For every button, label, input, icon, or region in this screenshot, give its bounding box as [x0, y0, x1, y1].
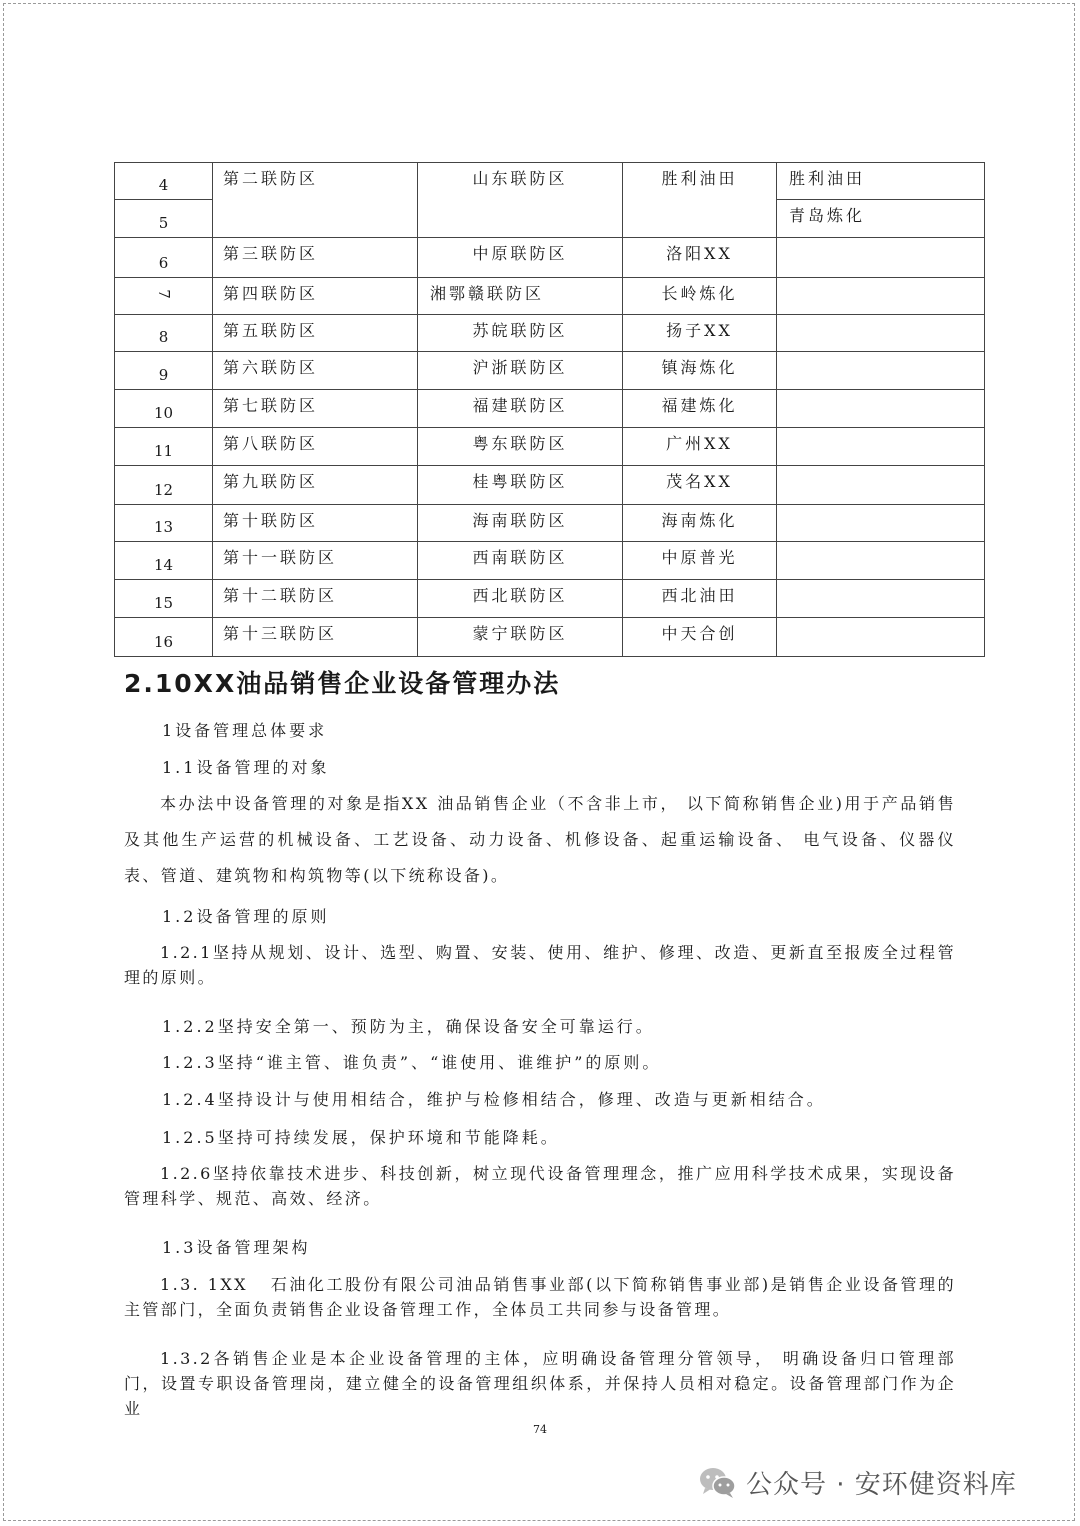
unit-cell: 海南炼化: [623, 505, 777, 542]
table-row: [115, 466, 985, 505]
sub-unit-cell: [777, 428, 985, 466]
table-row: [115, 352, 985, 390]
sub-unit-cell: [777, 238, 985, 278]
row-number: 15: [115, 580, 213, 618]
table-row: [115, 390, 985, 428]
table-row: [115, 428, 985, 466]
zone-cell: 第十三联防区: [213, 618, 418, 657]
sub-unit-cell: 青岛炼化: [777, 200, 985, 238]
table-row: [115, 542, 985, 580]
zone-cell: 第七联防区: [213, 390, 418, 428]
paragraph: 1.2.1坚持从规划、设计、选型、购置、安装、使用、维护、修理、改造、更新直至报废全过程管理的原则。: [124, 943, 956, 987]
table-row: [115, 278, 985, 315]
sub-unit-cell: [777, 315, 985, 352]
region-cell: 湘鄂赣联防区: [418, 278, 623, 315]
sub-unit-cell: [777, 278, 985, 315]
paragraph: 1.2.3坚持“谁主管、谁负责”、“谁使用、谁维护”的原则。: [162, 1053, 662, 1072]
subheading: 1.3设备管理架构: [162, 1238, 311, 1257]
row-number: [115, 278, 213, 315]
sub-unit-cell: [777, 618, 985, 657]
unit-cell: 福建炼化: [623, 390, 777, 428]
region-cell: 西北联防区: [418, 580, 623, 618]
zone-cell: 第九联防区: [213, 466, 418, 505]
region-cell: 桂粤联防区: [418, 466, 623, 505]
sub-unit-cell: [777, 352, 985, 390]
region-cell: 沪浙联防区: [418, 352, 623, 390]
table-row: [115, 618, 985, 657]
paragraph: 1.3.2各销售企业是本企业设备管理的主体，应明确设备管理分管领导， 明确设备归口管理部门，设置专职设备管理岗，建立健全的设备管理组织体系，并保持人员相对稳定。设备管理部门作为企业: [124, 1349, 956, 1418]
unit-cell: 中天合创: [623, 618, 777, 657]
row-number: 14: [115, 542, 213, 580]
region-cell: 福建联防区: [418, 390, 623, 428]
sub-unit-cell: [777, 466, 985, 505]
unit-cell: 中原普光: [623, 542, 777, 580]
zone-cell: 第十联防区: [213, 505, 418, 542]
unit-cell: 镇海炼化: [623, 352, 777, 390]
row-number: 13: [115, 505, 213, 542]
row-number: 5: [115, 200, 213, 238]
wechat-icon: [698, 1465, 738, 1499]
unit-cell: 茂名XX: [623, 466, 777, 505]
zone-cell: 第十二联防区: [213, 580, 418, 618]
paragraph: 1.3. 1XX 石油化工股份有限公司油品销售事业部(以下简称销售事业部)是销售企业设备管理的 主管部门，全面负责销售企业设备管理工作，全体员工共同参与设备管理。: [124, 1275, 964, 1319]
paragraph: 1.2.5坚持可持续发展，保护环境和节能降耗。: [162, 1128, 560, 1147]
sub-unit-cell: 胜利油田: [777, 163, 985, 200]
sub-unit-cell: [777, 505, 985, 542]
watermark: [698, 1462, 1017, 1502]
table-row: [115, 163, 985, 200]
sub-unit-cell: [777, 542, 985, 580]
region-cell: 海南联防区: [418, 505, 623, 542]
zone-cell: 第二联防区: [213, 163, 418, 238]
zone-cell: 第十一联防区: [213, 542, 418, 580]
zone-cell: 第三联防区: [213, 238, 418, 278]
row-number: 10: [115, 390, 213, 428]
zone-cell: 第八联防区: [213, 428, 418, 466]
watermark-text: 公众号 · 安环健资料库: [746, 1469, 1017, 1500]
page-number: 74: [533, 1423, 547, 1436]
paragraph: 本办法中设备管理的对象是指XX 油品销售企业（不含非上市， 以下简称销售企业)用于产品销售及其他生产运营的机械设备、工艺设备、动力设备、机修设备、起重运输设备、 电气设备、仪器仪表、管道、建筑物和构筑物等(以下统称设备)。: [124, 794, 956, 885]
zone-cell: 第五联防区: [213, 315, 418, 352]
region-cell: 蒙宁联防区: [418, 618, 623, 657]
table-row: [115, 505, 985, 542]
table-row: [115, 315, 985, 352]
unit-cell: 西北油田: [623, 580, 777, 618]
unit-cell: 胜利油田: [623, 163, 777, 238]
unit-cell: 洛阳XX: [623, 238, 777, 278]
subheading: 1.1设备管理的对象: [162, 758, 330, 777]
table-row: [115, 238, 985, 278]
region-cell: 西南联防区: [418, 542, 623, 580]
paragraph: 1.2.4坚持设计与使用相结合，维护与检修相结合，修理、改造与更新相结合。: [162, 1090, 826, 1109]
section-heading: 2.10XX油品销售企业设备管理办法: [124, 669, 561, 698]
region-cell: 山东联防区: [418, 163, 623, 238]
zone-cell: 第四联防区: [213, 278, 418, 315]
unit-cell: 扬子XX: [623, 315, 777, 352]
unit-cell: 长岭炼化: [623, 278, 777, 315]
subheading: 1.2设备管理的原则: [162, 907, 330, 926]
joint-defense-table: [114, 162, 985, 657]
paragraph: 1.2.6坚持依靠技术进步、科技创新，树立现代设备管理理念，推广应用科学技术成果，实现设备管理科学、规范、高效、经济。: [124, 1164, 956, 1208]
subheading: 1设备管理总体要求: [162, 721, 328, 740]
region-cell: 苏皖联防区: [418, 315, 623, 352]
row-number: 9: [115, 352, 213, 390]
unit-cell: 广州XX: [623, 428, 777, 466]
row-number: 16: [115, 618, 213, 657]
region-cell: 粤东联防区: [418, 428, 623, 466]
row-number: 8: [115, 315, 213, 352]
sub-unit-cell: [777, 390, 985, 428]
table-row: [115, 580, 985, 618]
row-number: 6: [115, 238, 213, 278]
paragraph: 1.2.2坚持安全第一、预防为主，确保设备安全可靠运行。: [162, 1017, 655, 1036]
row-number: 11: [115, 428, 213, 466]
sub-unit-cell: [777, 580, 985, 618]
row-number: 4: [115, 163, 213, 200]
rotated-number: 7: [154, 289, 173, 299]
row-number: 12: [115, 466, 213, 505]
zone-cell: 第六联防区: [213, 352, 418, 390]
region-cell: 中原联防区: [418, 238, 623, 278]
